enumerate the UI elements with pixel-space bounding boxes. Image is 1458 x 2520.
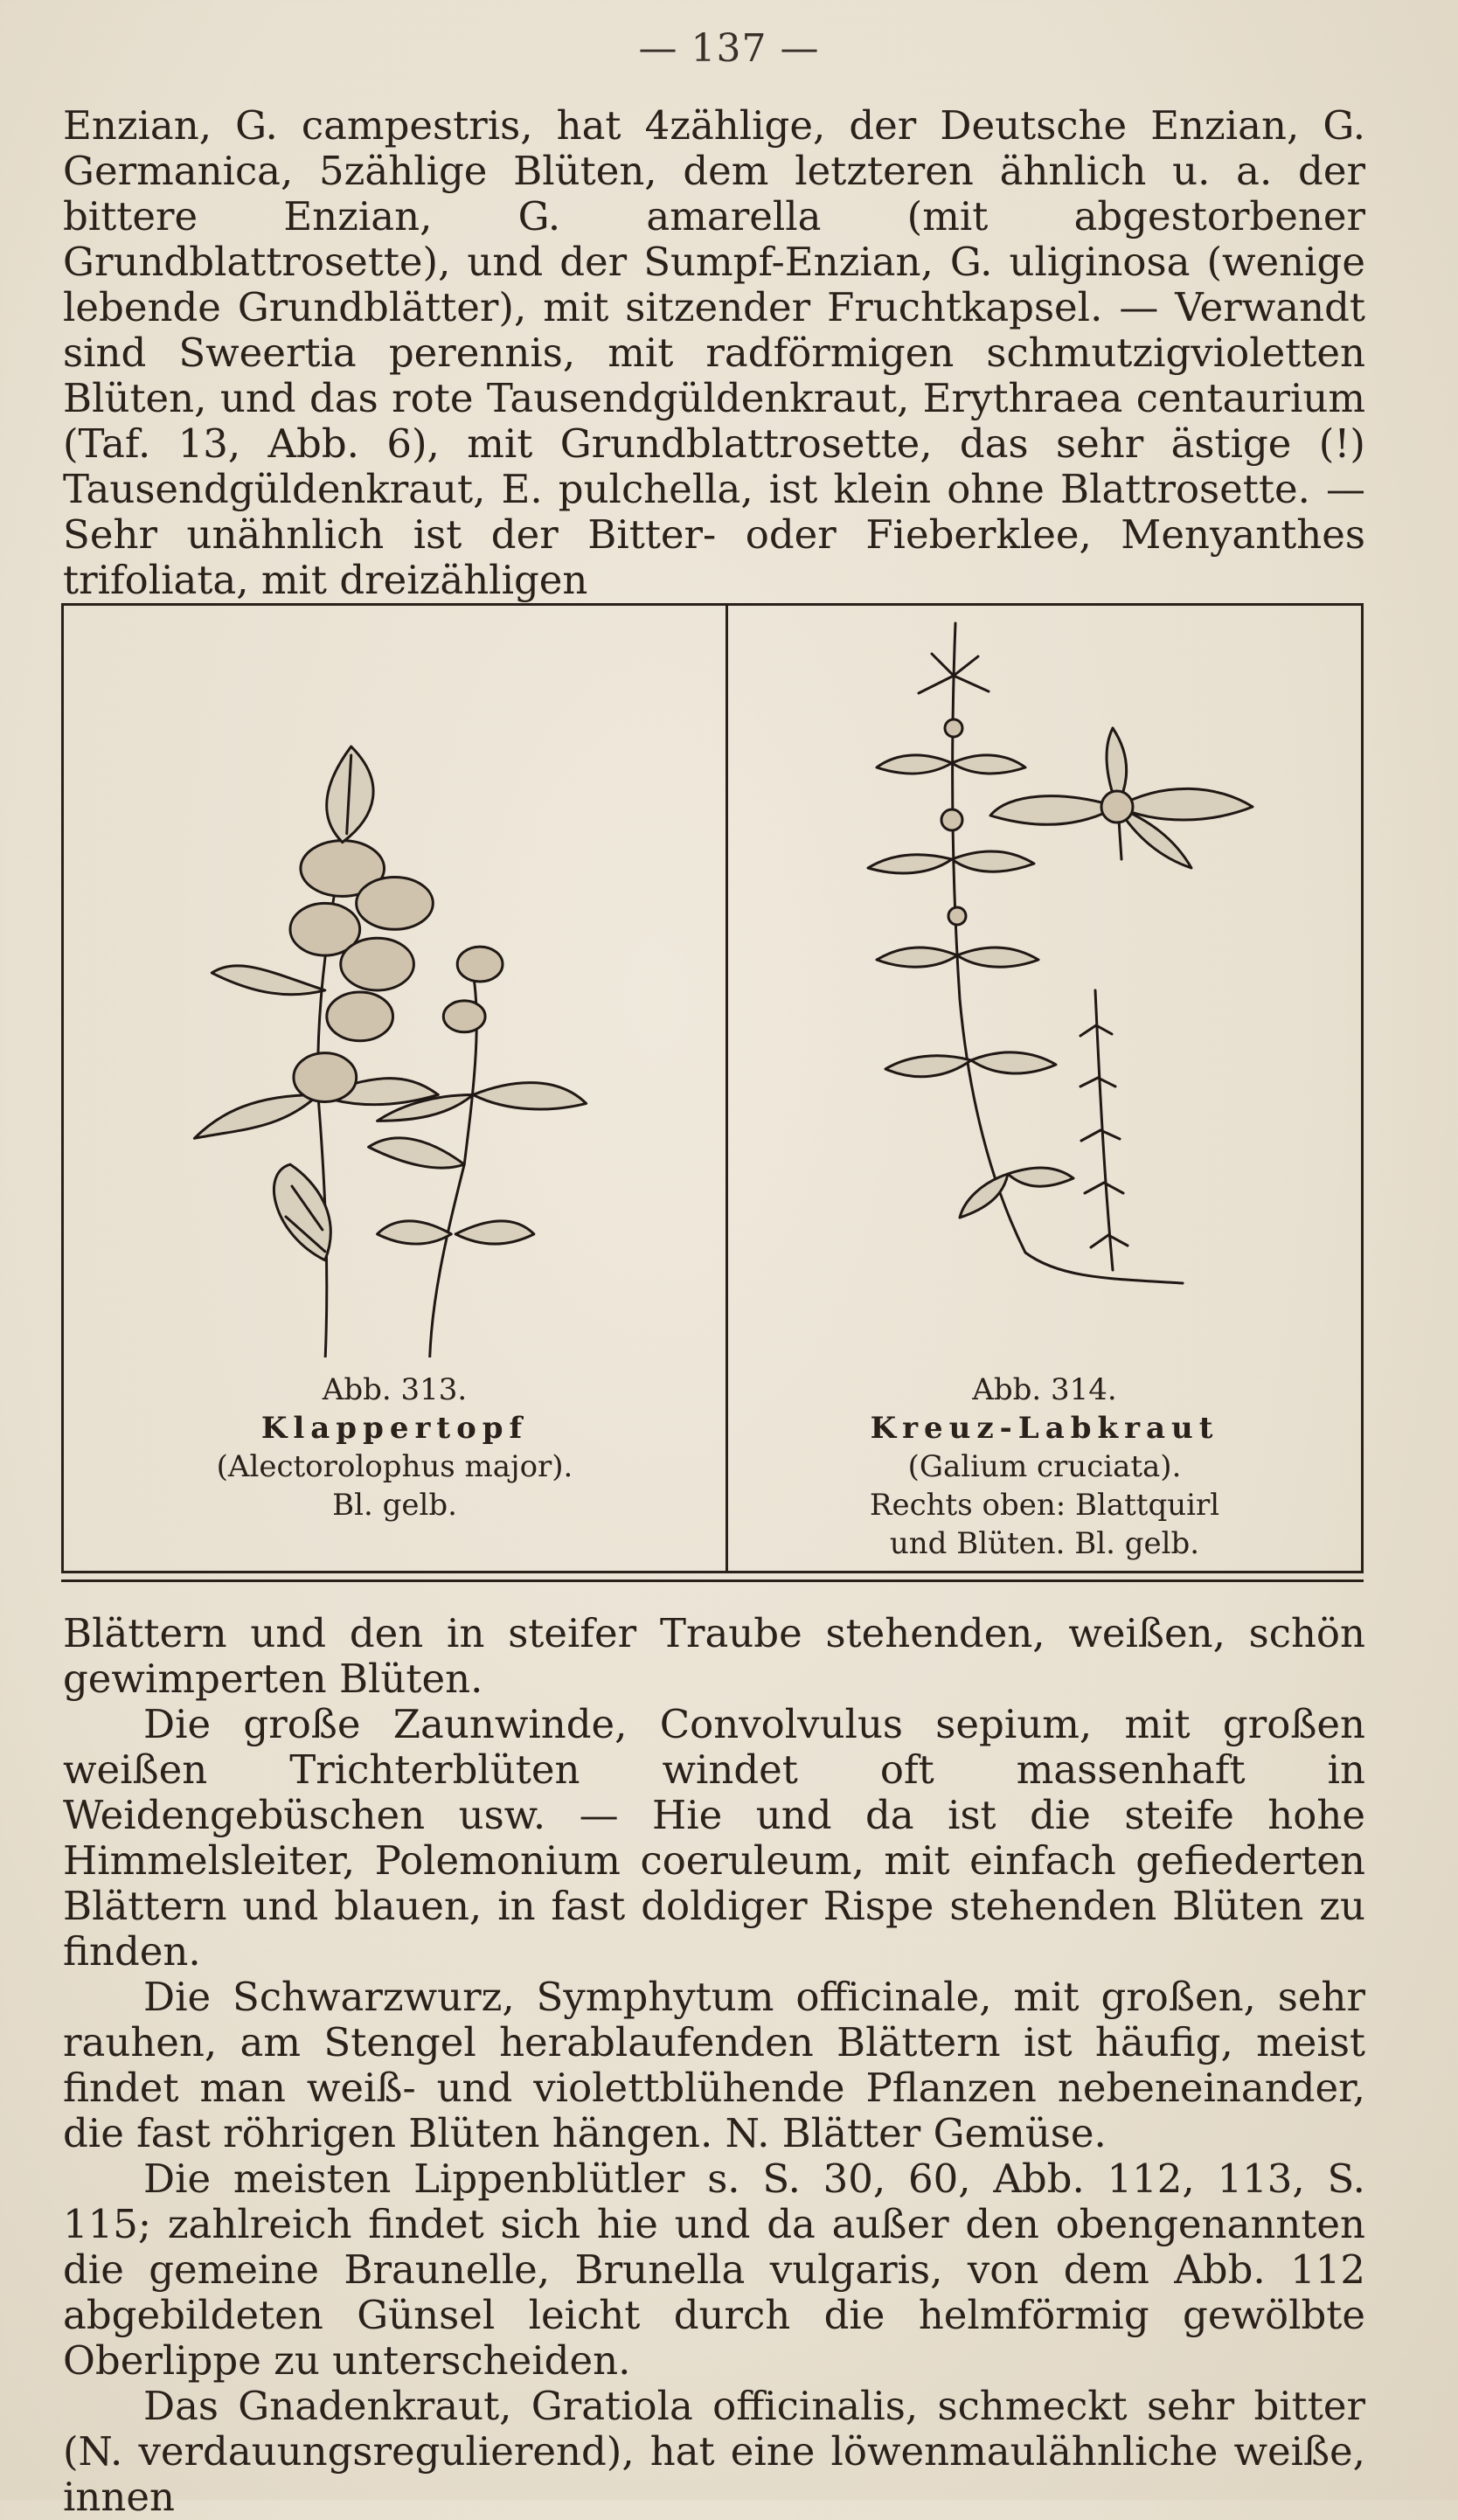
figure-note: und Blüten. Bl. gelb. (889, 1526, 1200, 1561)
paragraph: Blättern und den in steifer Traube stehenden, weißen, schön gewimperten Blüten. (63, 1610, 1365, 1702)
figure-name: Kreuz-Labkraut (870, 1411, 1219, 1446)
klappertopf-illustration (64, 606, 726, 1357)
figure-number: Abb. 313. (322, 1372, 468, 1407)
figure-note: Rechts oben: Blattquirl (869, 1488, 1220, 1523)
figure-name: Klappertopf (260, 1411, 529, 1446)
bottom-paragraph-block (63, 1611, 1365, 2520)
paragraph: Enzian, G. campestris, hat 4zählige, der Deutsche Enzian, G. Germanica, 5zählige Blüten, dem letzteren ähnlich u. a. der bittere Enzian, G. amarella (mit abgestorbener Grundblattrosette), und der Sumpf-Enzian, G. uliginosa (wenige lebende Grundblätter), mit sitzender Fruchtkapsel. — Verwandt sind Sweertia perennis, mit radförmigen schmutzigvioletten Blüten, und das rote Tausendgüldenkraut, Erythraea centaurium (Taf. 13, Abb. 6), mit Grundblattrosette, das sehr ästige (!) Tausendgüldenkraut, E. pulchella, ist klein ohne Blattrosette. — Sehr unähnlich ist der Bitter- oder Fieberklee, Menyanthes trifoliata, mit dreizähligen (63, 102, 1365, 603)
figure-314 (728, 606, 1361, 1571)
figure-bottom-rule (61, 1579, 1364, 1582)
figure-313-caption (64, 1371, 726, 1524)
paragraph: Die Schwarzwurz, Symphytum officinale, mit großen, sehr rauhen, am Stengel herablaufenden Blättern ist häufig, meist findet man weiß- und violettblühende Pflanzen nebeneinander, die fast röhrigen Blüten hängen. N. Blätter Gemüse. (63, 1974, 1365, 2156)
figure-latin-name: (Alectorolophus major). (216, 1449, 573, 1484)
kreuz-labkraut-illustration (728, 606, 1361, 1357)
paragraph: Die große Zaunwinde, Convolvulus sepium, mit großen weißen Trichterblüten windet oft massenhaft in Weidengebüschen usw. — Hie und da ist die steife hohe Himmelsleiter, Polemonium coeruleum, mit einfach gefiederten Blättern und blauen, in fast doldiger Rispe stehenden Blüten zu finden. (63, 1701, 1365, 1975)
figure-313 (64, 606, 728, 1571)
paragraph: Die meisten Lippenblütler s. S. 30, 60, Abb. 112, 113, S. 115; zahlreich findet sich hie und da außer den obengenannten die gemeine Braunelle, Brunella vulgaris, von dem Abb. 112 abgebildeten Günsel leicht durch die helmförmig gewölbte Oberlippe zu unterscheiden. (63, 2156, 1365, 2384)
figure-314-caption (728, 1371, 1361, 1563)
figure-note: Bl. gelb. (332, 1488, 457, 1523)
page-number: — 137 — (638, 26, 820, 71)
figure-latin-name: (Galium cruciata). (907, 1449, 1182, 1484)
figure-plate (61, 603, 1364, 1573)
top-paragraph-block (63, 103, 1365, 603)
paragraph: Das Gnadenkraut, Gratiola officinalis, schmeckt sehr bitter (N. verdauungsregulierend), hat eine löwenmaulähnliche weiße, innen (63, 2383, 1365, 2520)
figure-number: Abb. 314. (972, 1372, 1117, 1407)
